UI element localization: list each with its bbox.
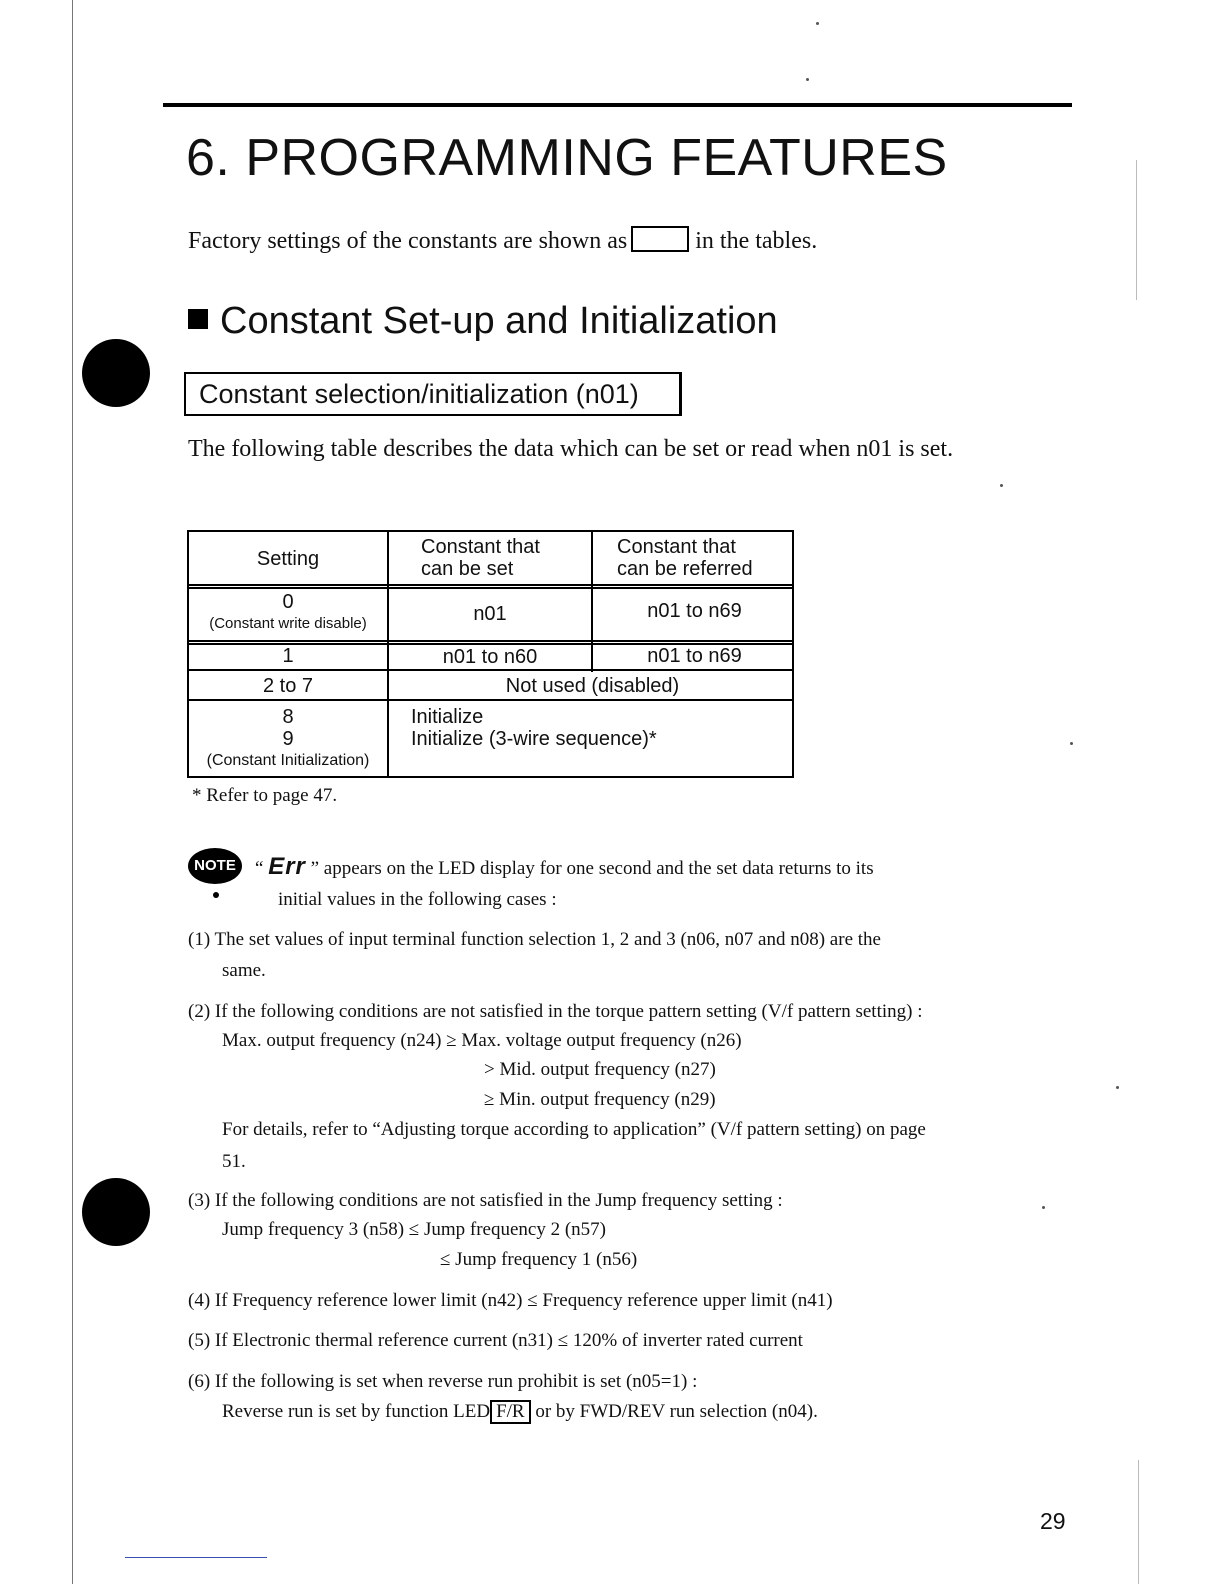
header-rule (163, 103, 1072, 107)
case6-line2 (222, 1400, 818, 1424)
scan-speck (1000, 484, 1003, 487)
note-line1 (255, 853, 874, 881)
row3-desc-a: Initialize (411, 706, 484, 728)
row1-can-be-referred: n01 to n69 (647, 645, 742, 667)
case1-line2: same. (222, 960, 266, 981)
row0-setting-note: (Constant write disable) (209, 615, 367, 632)
row3-description (411, 706, 796, 750)
row0-can-be-referred: n01 to n69 (647, 600, 742, 622)
scan-margin-line-right-lower (1138, 1460, 1139, 1584)
punch-hole-top (82, 339, 150, 407)
table-divider (189, 587, 792, 589)
row3-setting (189, 706, 387, 772)
row2-setting: 2 to 7 (262, 675, 314, 697)
err-display: Err (268, 853, 306, 880)
scan-margin-line-left (72, 0, 73, 1584)
case2-line5: For details, refer to “Adjusting torque according to application” (V/f pattern setting) on page (222, 1119, 926, 1140)
table-divider (189, 584, 792, 586)
section-title (188, 300, 778, 343)
page-number: 29 (1040, 1508, 1066, 1534)
scan-speck (816, 22, 819, 25)
subsection-title: Constant selection/initialization (n01) (184, 372, 682, 416)
row0-setting-value: 0 (282, 591, 294, 613)
scan-speck (806, 78, 809, 81)
note-line2: initial values in the following cases : (278, 889, 557, 910)
row3-desc-b: Initialize (3-wire sequence)* (411, 728, 657, 750)
note-line1-text: ” appears on the LED display for one second and the set data returns to its (310, 858, 874, 879)
row1-can-be-set: n01 to n60 (442, 646, 538, 668)
header-can-be-set (389, 536, 591, 580)
case1-line1: (1) The set values of input terminal function selection 1, 2 and 3 (n06, n07 and n08) are the (188, 929, 881, 950)
row2-merged: Not used (disabled) (505, 675, 680, 697)
note-icon-tail (213, 892, 219, 898)
header-can-be-referred (593, 536, 796, 580)
case3-line1: (3) If the following conditions are not satisfied in the Jump frequency setting : (188, 1190, 783, 1211)
case2-line1: (2) If the following conditions are not satisfied in the torque pattern setting (V/f pattern setting) : (188, 1001, 923, 1022)
table-footnote: * Refer to page 47. (192, 785, 338, 806)
description-paragraph: The following table describes the data which can be set or read when n01 is set. (188, 436, 954, 462)
section-title-text: Constant Set-up and Initialization (220, 300, 778, 342)
header-can-be-referred-line1: Constant that (617, 536, 736, 558)
case2-line4: ≥ Min. output frequency (n29) (484, 1089, 716, 1110)
row0-setting (189, 591, 387, 635)
header-setting: Setting (256, 548, 320, 570)
scan-margin-line-right (1136, 160, 1137, 300)
scan-speck (1116, 1086, 1119, 1089)
intro-text-before: Factory settings of the constants are shown as (188, 228, 628, 254)
case4-line1: (4) If Frequency reference lower limit (n42) ≤ Frequency reference upper limit (n41) (188, 1290, 833, 1311)
row0-can-be-set: n01 (473, 603, 507, 625)
header-can-be-set-line2: can be set (421, 558, 514, 580)
header-can-be-set-line1: Constant that (421, 536, 540, 558)
header-can-be-referred-line2: can be referred (617, 558, 753, 580)
case6-line2-before: Reverse run is set by function LED (222, 1401, 491, 1422)
row1-setting: 1 (282, 645, 294, 667)
row3-setting-note: (Constant Initialization) (206, 752, 370, 769)
case3-line2: Jump frequency 3 (n58) ≤ Jump frequency 2 (n57) (222, 1219, 606, 1240)
table-divider (387, 698, 389, 776)
scan-speck (1042, 1206, 1045, 1209)
table-divider (189, 699, 792, 701)
case6-line2-after: or by FWD/REV run selection (n04). (535, 1401, 818, 1422)
case2-line3: > Mid. output frequency (n27) (484, 1059, 716, 1080)
case2-line2: Max. output frequency (n24) ≥ Max. voltage output frequency (n26) (222, 1030, 742, 1051)
square-bullet-icon (188, 309, 208, 329)
factory-setting-box-icon (631, 226, 689, 252)
row3-setting-b: 9 (282, 728, 294, 750)
note-icon: NOTE (188, 848, 242, 884)
scan-edge-line (125, 1557, 267, 1558)
fr-key-label: F/R (490, 1400, 531, 1424)
row3-setting-a: 8 (282, 706, 294, 728)
constant-table (187, 530, 794, 778)
case3-line3: ≤ Jump frequency 1 (n56) (440, 1249, 638, 1270)
table-divider (189, 640, 792, 642)
case2-line6: 51. (222, 1151, 246, 1172)
page-title: 6. PROGRAMMING FEATURES (186, 129, 948, 187)
table-divider (189, 669, 792, 671)
case6-line1: (6) If the following is set when reverse run prohibit is set (n05=1) : (188, 1371, 698, 1392)
case5-line1: (5) If Electronic thermal reference current (n31) ≤ 120% of inverter rated current (188, 1330, 803, 1351)
intro-text-after: in the tables. (695, 228, 818, 254)
scan-speck (1070, 742, 1073, 745)
note-open-quote: “ (255, 858, 264, 879)
intro-text (188, 226, 817, 255)
punch-hole-bottom (82, 1178, 150, 1246)
